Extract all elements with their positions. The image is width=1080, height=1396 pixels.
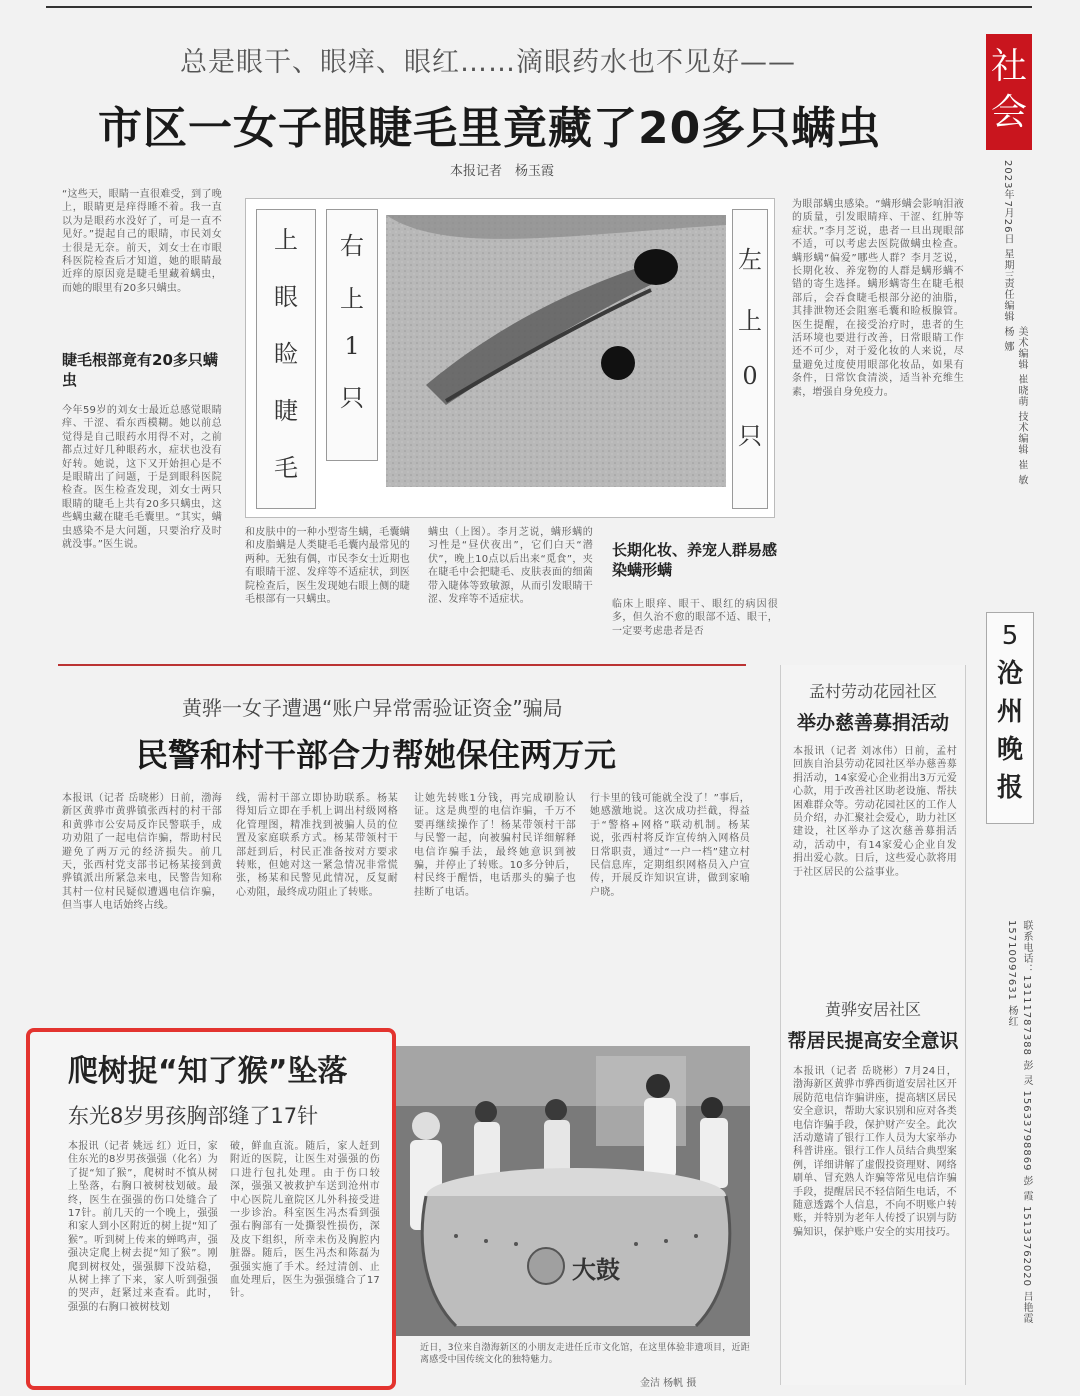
microscope-image [386, 215, 726, 487]
paper-name: 沧州晚报 [996, 659, 1023, 803]
sidebar-item1-body: 本报讯（记者 刘冰伟）日前，孟村回族自治县劳动花园社区举办慈善募捐活动，14家爱心企业捐出3万元爱心款，用于改善社区助老设施、帮扶困难群众等。劳动花园社区的工作人员介绍，办汇聚社会爱心，助力社区建设，社区举办了这次慈善募捐活动，活动中，有14家爱心企业自发捐出爱心款。日后，这些爱心款将用于社区居民的公益事业。 [793, 746, 957, 878]
sidebar-item2-kicker: 黄骅安居社区 [824, 1000, 921, 1019]
photo-left-label-box [256, 209, 316, 509]
fraud-col1: 本报讯（记者 岳晓彬）日前，渤海新区黄骅市黄骅镇张西村的村干部和黄骅市公安局反诈民警联手，成功劝阻了一起电信诈骗，帮助村民避免了两万元的经济损失。前几天，张西村党支部书记杨某接到黄骅镇派出所紧急来电，民警告知称其村一位村民疑似遭遇电信诈骗，但当事人电话始终占线。 [62, 793, 222, 912]
page-number: 5 [1001, 621, 1019, 651]
photo-left-label: 上 眼 睑 睫 毛 [274, 226, 298, 482]
section-divider [58, 664, 746, 666]
eyelash-photo [245, 198, 775, 518]
photo-right-label-box [732, 209, 768, 509]
lead-kicker: 总是眼干、眼痒、眼红……滴眼药水也不见好—— [180, 47, 796, 78]
section-label: 社会 [990, 46, 1027, 133]
editor-line: 责任编辑 杨 娜 [1002, 278, 1013, 353]
lead-col3-body: 螨虫（上图）。李月芝说，螨形螨的习性是“昼伏夜出”，它们白天“潜伏”，晚上10点以后出来“觅食”，夹在睫毛中会把睫毛、皮肤表面的细菌带入睫体等致敏源，从而引发眼睛干涩、发痒等不适症状。 [428, 527, 593, 606]
section-banner [986, 34, 1032, 150]
fraud-col2: 线，需村干部立即协助联系。杨某得知后立即在手机上调出村级网格化管理图，精准找到被骗人员的位置及家庭联系方式。杨某带领村干部赶到后，村民正准备按对方要求转账，但她对这一紧急情况非常慌张，杨某和民警见此情况，反复耐心劝阻，最终成功阻止了转账。 [236, 793, 398, 898]
lead-col5-body: 为眼部螨虫感染。“螨形螨会影响泪液的质量，引发眼睛痒、干涩、红肿等症状。”李月芝说，患者一旦出现眼部不适，可以考虑去医院做螨虫检查。螨形螨“偏爱”哪些人群？李月芝说，长期化妆、养宠物的人群是螨形螨不错的寄生选择。螨形螨寄生在睫毛根部后，会吞食睫毛根部分泌的油脂，其排泄物还会阻塞毛囊和睑板腺管。医生提醒，在接受治疗时，患者的生活环境也要进行改善，日常眼睛工作还不可少，对于爱化妆的人来说，尽量避免过度使用眼部化妆品，如果有条件，日常饮食清淡，适当补充维生素，增强自身免疫力。 [792, 199, 964, 398]
drum-label: 大鼓 [572, 1255, 620, 1284]
contact-line: 联系电话：13111787388 彭 灵 15633798869 彭 霞 15133762020 吕艳霞 15710097631 杨红 [1006, 920, 1032, 1325]
date-line: 2023年7月26日 星期三 [1002, 160, 1013, 282]
drum-credit: 金洁 杨帆 摄 [640, 1378, 697, 1389]
highlighted-article[interactable] [26, 1028, 396, 1390]
photo-right-upper-label-box [326, 209, 378, 461]
lead-col4-subhead: 长期化妆、养宠人群易感染螨形螨 [612, 541, 778, 579]
design-line: 美术编辑 崔晓萌 技术编辑 崔 敏 [1016, 326, 1027, 486]
fraud-headline: 民警和村干部合力帮她保住两万元 [136, 736, 617, 774]
drum-photo [396, 1046, 750, 1336]
lead-col1-subhead: 睫毛根部竟有20多只螨虫 [62, 351, 218, 389]
monkey-col2: 破，鲜血直流。随后，家人赶到附近的医院，让医生对强强的伤口进行包扎处理。由于伤口较深，强强又被救护车送到沧州市中心医院儿童院区儿外科接受进一步诊治。科室医生冯杰看到强强右胸部有一处撕裂性损伤，深及皮下组织，所幸未伤及胸腔内脏器。随后，医生冯杰和陈磊为强强实施了手术。经过清创、止血处理后，医生为强强缝合了17针。 [230, 1141, 380, 1300]
sidebar-item2-body: 本报讯（记者 岳晓彬）7月24日，渤海新区黄骅市骅西街道安居社区开展防范电信诈骗讲座，提高辖区居民安全意识，帮助大家识别和应对各类电信诈骗手段，保护财产安全。此次活动邀请了银行工作人员为大家举办科普讲座。银行工作人员结合典型案例，详细讲解了虚假投资理财、网络刷单、冒充熟人诈骗等常见电信诈骗手段，提醒居民不轻信陌生电话，不随意透露个人信息，不向不明账户转账，并特别为老年人传授了识别与防骗知识，保护账户安全的实用技巧。 [793, 1066, 957, 1238]
lead-byline: 本报记者 杨玉霞 [450, 164, 555, 179]
fraud-col4: 行卡里的钱可能就全没了！”事后，她感激地说。这次成功拦截，得益于“警格+网格”联动机制。杨某说，张西村将反诈宣传纳入网格员日常职责，通过“一户一档”建立村民信息库，定期组织网格员入户宣传，开展反诈知识宣讲，做到家喻户晓。 [590, 793, 750, 898]
lead-headline: 市区一女子眼睫毛里竟藏了20多只螨虫 [98, 103, 882, 154]
lead-col4-body: 临床上眼痒、眼干、眼红的病因很多，但久治不愈的眼部不适、眼干，一定要考虑患者是否 [612, 599, 778, 637]
sidebar-news [780, 665, 966, 1385]
sidebar-item1-title: 举办慈善募捐活动 [796, 712, 949, 734]
drum-photo-image [396, 1046, 750, 1336]
lead-col1-intro: “这些天，眼睛一直很难受，到了晚上，眼睛更是痒得睡不着。我一直以为是眼药水没好了，可是一直不见好。”提起自己的眼睛，市民刘女士很是无奈。前天，刘女士在市眼科医院检查后才知道，她的眼睛最近痒的原因竟是睫毛里藏着螨虫，而她的眼里有20多只螨虫。 [62, 189, 222, 294]
monkey-headline: 爬树捉“知了猴”坠落 [68, 1054, 348, 1089]
fraud-col3: 让她先转账1分钱，再完成刷脸认证。这是典型的电信诈骗，千万不要再继续操作了！杨某带领村干部与民警一起，向被骗村民详细解释电信诈骗手法，最终她意识到被骗，并停止了转账。10多分钟后，村民终于醒悟，电话那头的骗子也挂断了电话。 [414, 793, 576, 898]
lead-col2-body: 和皮肤中的一种小型寄生螨，毛囊螨和皮脂螨是人类睫毛毛囊内最常见的两种。无独有偶，市民李女士近期也有眼睛干涩、发痒等不适症状，到医院检查后，医生发现她右眼上侧的睫毛根部有一只螨虫。 [245, 527, 410, 606]
paper-name-box [986, 612, 1034, 824]
fraud-kicker: 黄骅一女子遭遇“账户异常需验证资金”骗局 [182, 696, 563, 720]
drum-caption: 近日，3位来自渤海新区的小朋友走进任丘市文化馆，在这里体验非遗项目，近距离感受中国传统文化的独特魅力。 [420, 1343, 750, 1365]
sidebar-item2-title: 帮居民提高安全意识 [787, 1030, 959, 1052]
monkey-col1: 本报讯（记者 姚远 红）近日，家住东光的8岁男孩强强（化名）为了捉“知了猴”，爬树时不慎从树上坠落，右胸口被树枝划破。最终，医生在强强的伤口处缝合了17针。前几天的一个晚上，强强和家人到小区附近的树上捉“知了猴”。听到树上传来的蝉鸣声，强强决定爬上树去捉“知了猴”。刚爬到树杈处，强强脚下没站稳，从树上摔了下来，家人听到强强的哭声，赶紧过来查看。此时，强强的右胸口被树枝划 [68, 1141, 218, 1313]
sidebar-item1-kicker: 孟村劳动花园社区 [808, 682, 937, 701]
lead-col1-body: 今年59岁的刘女士最近总感觉眼睛痒、干涩、看东西模糊。她以前总觉得是自己眼药水用得不对，之前都点过好几种眼药水，症状也没有好转。她说，这下又开始担心是不是眼睛出了问题，于是到眼科医院检查。医生检查发现，刘女士两只眼睛的睫毛上共有20多只螨虫，这些螨虫藏在睫毛毛囊里。“其实，螨虫感染不是大问题，只要治疗及时就没事。”医生说。 [62, 405, 222, 551]
photo-left-upper-label: 左 上 0 只 [738, 246, 762, 450]
monkey-subheadline: 东光8岁男孩胸部缝了17针 [68, 1104, 319, 1128]
photo-right-upper-label: 右 上 1 只 [340, 232, 364, 412]
top-rule [46, 6, 1032, 8]
